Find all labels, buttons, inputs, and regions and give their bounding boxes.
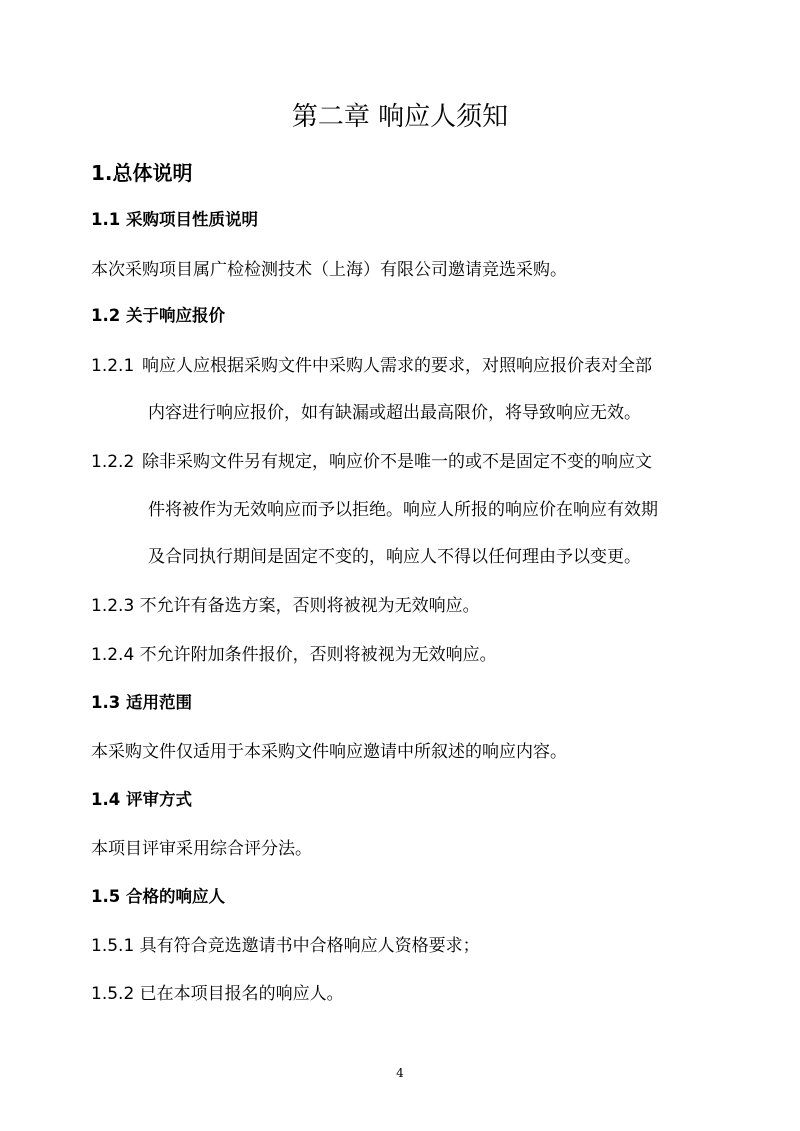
item-text-line: 不允许附加条件报价，否则将被视为无效响应。 (139, 645, 497, 665)
item-number: 1.2.3 (91, 596, 135, 616)
paragraph-1-4: 本项目评审采用综合评分法。 (91, 839, 312, 859)
item-number: 1.2.1 (91, 356, 135, 376)
item-1-2-1 (91, 352, 652, 380)
item-1-2-2-line-2: 件将被作为无效响应而予以拒绝。响应人所报的响应价在响应有效期 (148, 500, 658, 520)
item-1-2-3 (91, 592, 480, 620)
paragraph-1-1: 本次采购项目属广检检测技术（上海）有限公司邀请竞选采购。 (91, 260, 567, 280)
item-text-line: 不允许有备选方案，否则将被视为无效响应。 (139, 596, 480, 616)
item-text-line: 除非采购文件另有规定，响应价不是唯一的或不是固定不变的响应文 (142, 452, 652, 472)
item-1-5-2: 1.5.2 已在本项目报名的响应人。 (91, 984, 344, 1004)
item-1-2-1-line-2: 内容进行响应报价，如有缺漏或超出最高限价，将导致响应无效。 (148, 403, 641, 423)
item-1-5-1: 1.5.1 具有符合竞选邀请书中合格响应人资格要求； (91, 936, 480, 956)
heading-1-5: 1.5 合格的响应人 (91, 887, 225, 906)
item-1-2-2-line-3: 及合同执行期间是固定不变的，响应人不得以任何理由予以变更。 (148, 547, 641, 567)
heading-1-3: 1.3 适用范围 (91, 693, 192, 712)
heading-1-1: 1.1 采购项目性质说明 (91, 210, 258, 229)
item-1-2-4 (91, 641, 497, 669)
page-number: 4 (396, 1066, 404, 1080)
paragraph-1-3: 本采购文件仅适用于本采购文件响应邀请中所叙述的响应内容。 (91, 742, 567, 762)
item-text-line: 响应人应根据采购文件中采购人需求的要求，对照响应报价表对全部 (142, 356, 652, 376)
heading-1-2: 1.2 关于响应报价 (91, 306, 225, 325)
heading-1-4: 1.4 评审方式 (91, 790, 192, 809)
item-number: 1.2.2 (91, 452, 135, 472)
item-number: 1.2.4 (91, 645, 135, 665)
chapter-title: 第二章 响应人须知 (291, 102, 509, 132)
section-heading-overview: 1.总体说明 (91, 161, 193, 185)
item-1-2-2 (91, 448, 652, 476)
